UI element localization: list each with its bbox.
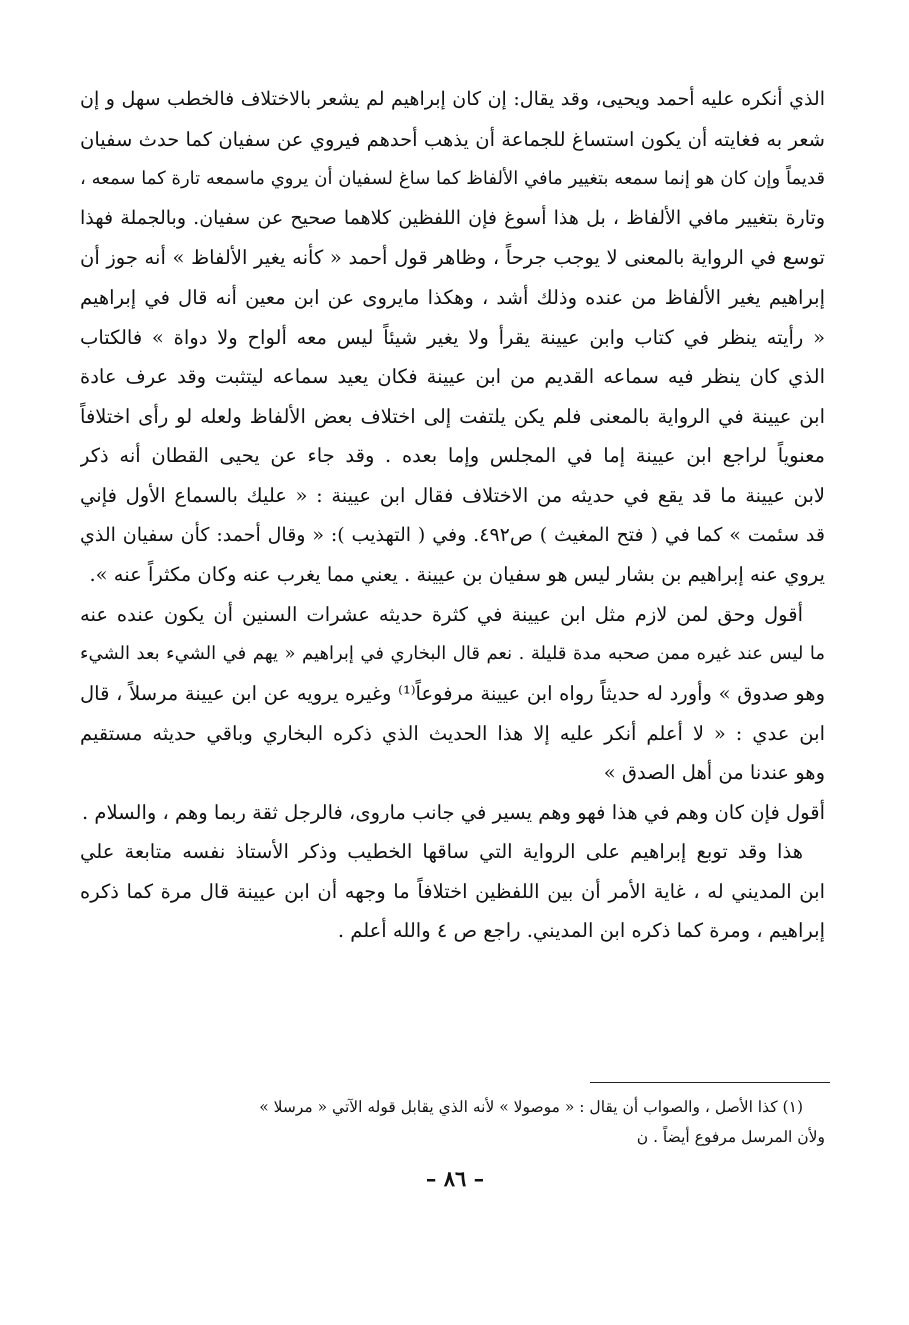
footnote-separator <box>590 1082 830 1083</box>
text-line: الذي كان ينظر فيه سماعه القديم من ابن عيينة فكان يعيد سماعه ليتثبت وقد عرف عادة <box>80 365 825 389</box>
text-line: وتارة بتغيير مافي الألفاظ ، بل هذا أسوغ فإن اللفظين كلاهما صحيح عن سفيان. وبالجملة فهذا <box>80 206 825 229</box>
text-line: قديماً وإن كان هو إنما سمعه بتغيير مافي الألفاظ كما ساغ لسفيان أن يروي ماسمعه تارة كما سمعه ، <box>80 168 825 190</box>
text-line: هذا وقد توبع إبراهيم على الرواية التي ساقها الخطيب وذكر الأستاذ نفسه متابعة علي <box>80 840 803 864</box>
text-line: لابن عيينة ما قد يقع في حديثه من الاختلاف فقال ابن عيينة : « عليك بالسماع الأول فإني <box>80 483 825 507</box>
text-line: أقول فإن كان وهم في هذا فهو وهم يسير في جانب ماروى، فالرجل ثقة ربما وهم ، والسلام . <box>82 800 825 824</box>
text-line: ابن عيينة في الرواية بالمعنى فلم يكن يلتفت إلى اختلاف بعض الألفاظ ولعله لو رأى اختلافاً <box>80 404 825 428</box>
text-line: الذي أنكره عليه أحمد ويحيى، وقد يقال: إن كان إبراهيم لم يشعر بالاختلاف فالخطب سهل و إن <box>80 88 825 110</box>
footnotes <box>80 1092 825 1152</box>
text-line: « رأيته ينظر في كتاب وابن عيينة يقرأ ولا يغير شيئاً ليس معه ألواح ولا دواة » فالكتاب <box>80 325 825 349</box>
text-line: أقول وحق لمن لازم مثل ابن عيينة في كثرة حديثه عشرات السنين أن يكون عنده عنه <box>80 602 803 626</box>
text-line: شعر به فغايته أن يكون استساغ للجماعة أن يذهب أحدهم فيروي عن سفيان كما حدث سفيان <box>80 127 825 151</box>
text-line: يروي عنه إبراهيم بن بشار ليس هو سفيان بن عيينة . يعني مما يغرب عنه وكان مكثراً عنه ». <box>89 563 825 587</box>
text-line: ابن عدي : « لا أعلم أنكر عليه إلا هذا الحديث الذي ذكره البخاري وباقي حديثه مستقيم <box>80 721 825 745</box>
text-line: إبراهيم يغير الألفاظ من عنده وذلك أشد ، وهكذا مايروى عن ابن معين أنه قال في إبراهيم <box>80 285 825 309</box>
text-line: ابن المديني له ، غاية الأمر أن بين اللفظين اختلافاً ما وجهه أن ابن عيينة قال مرة كما ذكره <box>80 879 825 903</box>
main-body-text <box>80 80 825 951</box>
text-line: وهو صدوق » وأورد له حديثاً رواه ابن عيينة مرفوعاً⁽¹⁾ وغيره يرويه عن ابن عيينة مرسلاً ، قال <box>80 681 825 705</box>
page-number: – ٨٦ – <box>425 1166 485 1191</box>
text-line: إبراهيم ، ومرة كما ذكره ابن المديني. راجع ص ٤ والله أعلم . <box>337 919 825 943</box>
footnote-line: ولأن المرسل مرفوع أيضاً . ن <box>636 1128 825 1146</box>
text-line: توسع في الرواية بالمعنى لا يوجب جرحاً ، وظاهر قول أحمد « كأنه يغير الألفاظ » أنه جوز أن <box>80 246 825 270</box>
text-line: قد سئمت » كما في ( فتح المغيث ) ص٤٩٢. وفي ( التهذيب ): « وقال أحمد: كأن سفيان الذي <box>80 523 825 546</box>
text-line: معنوياً لراجع ابن عيينة إما في المجلس وإما بعده . وقد جاء عن يحيى القطان أنه ذكر <box>80 444 825 468</box>
footnote-line: (١) كذا الأصل ، والصواب أن يقال : « موصولا » لأنه الذي يقابل قوله الآتي « مرسلا » <box>259 1098 803 1116</box>
text-line: ما ليس عند غيره ممن صحبه مدة قليلة . نعم قال البخاري في إبراهيم « يهم في الشيء بعد الشيء <box>80 643 825 665</box>
text-line: وهو عندنا من أهل الصدق » <box>603 761 825 785</box>
